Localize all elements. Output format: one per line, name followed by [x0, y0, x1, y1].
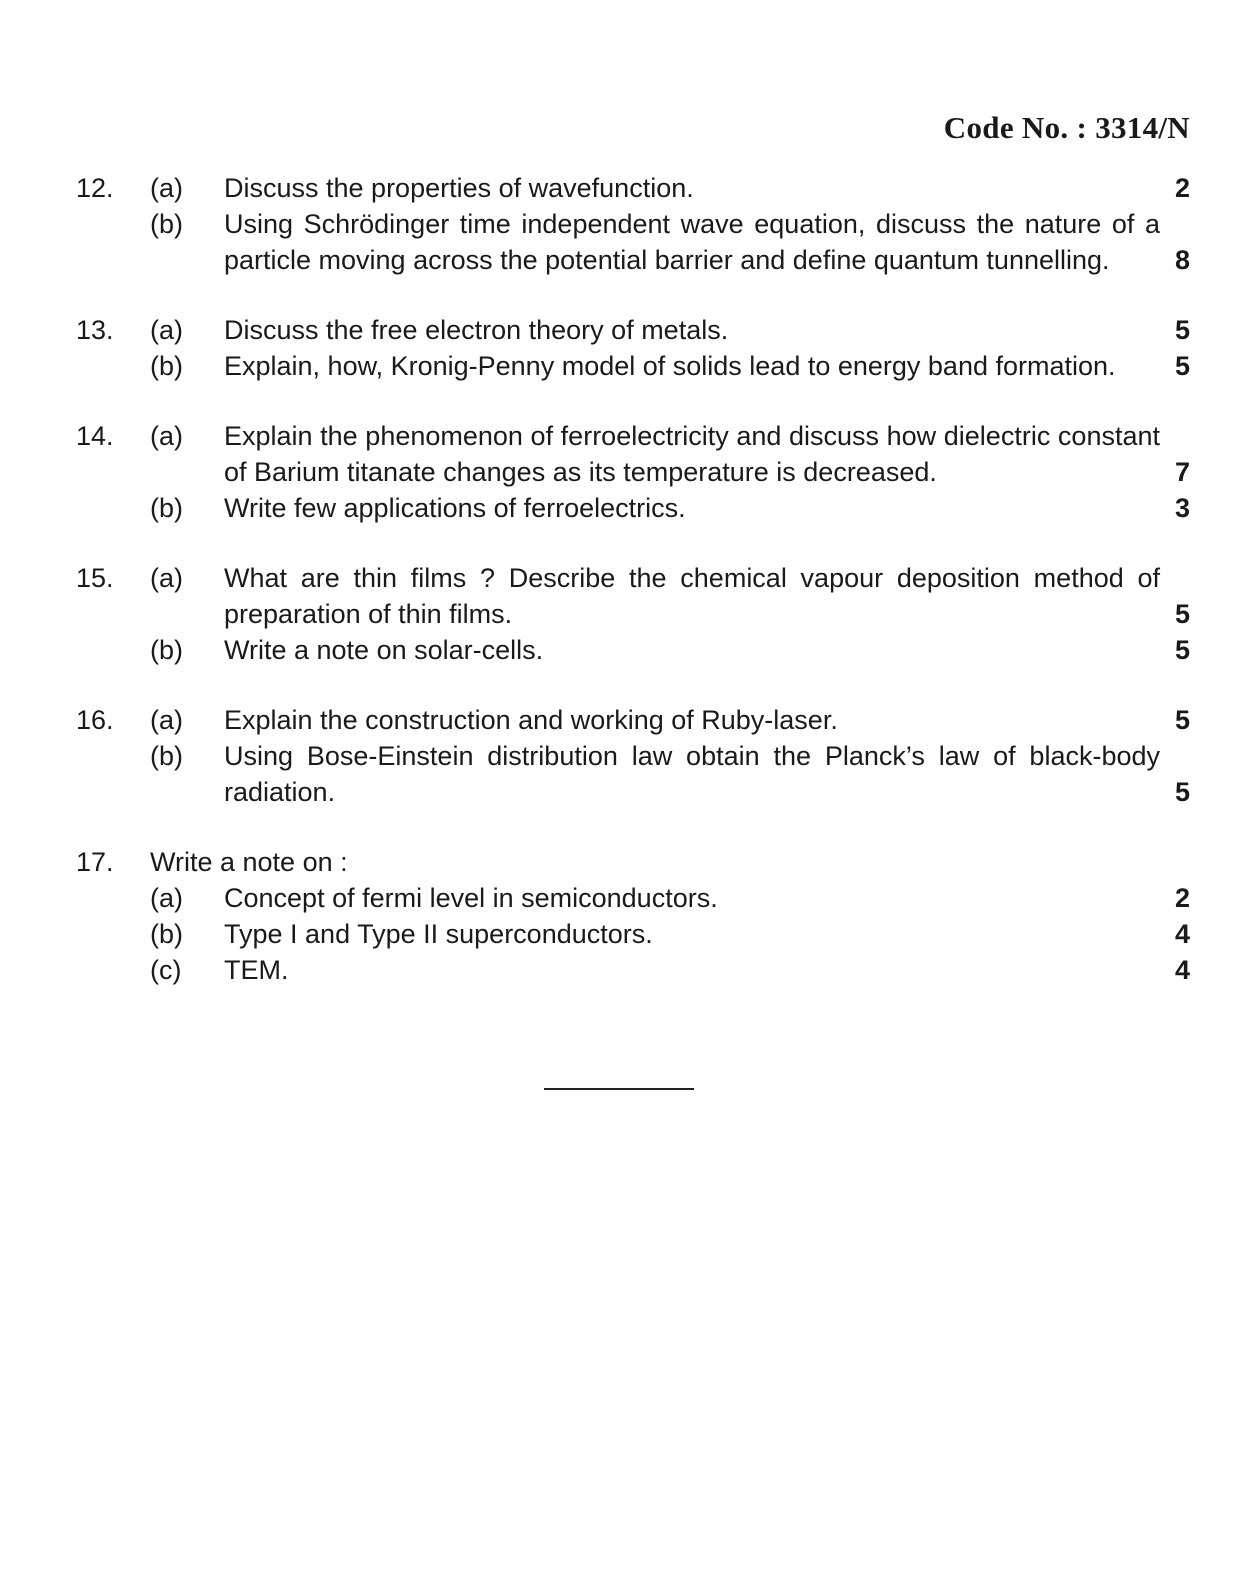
part-label: (b) — [150, 919, 183, 949]
question-part — [0, 206, 1252, 278]
question-17 — [0, 844, 1252, 988]
question-stem: Write a note on : — [150, 847, 348, 877]
part-text: Using Bose-Einstein distribution law obtain the Planck’s law of black-body radiation. — [224, 741, 1160, 807]
question-15 — [0, 560, 1252, 668]
question-13 — [0, 312, 1252, 384]
question-part — [0, 738, 1252, 810]
part-label: (a) — [150, 173, 183, 203]
question-number: 15. — [76, 563, 114, 593]
part-text: Explain the construction and working of Ruby-laser. — [224, 705, 838, 735]
part-label: (b) — [150, 209, 183, 239]
part-text: Write few applications of ferroelectrics. — [224, 493, 686, 523]
code-number: Code No. : 3314/N — [943, 110, 1190, 145]
question-number: 16. — [76, 705, 114, 735]
marks: 5 — [1174, 351, 1190, 381]
part-text: Discuss the free electron theory of metals. — [224, 315, 729, 345]
part-label: (b) — [150, 741, 183, 771]
part-text: Using Schrödinger time independent wave equation, discuss the nature of a particle moving across the potential barrier and define quantum tunnelling. — [224, 209, 1160, 275]
question-16 — [0, 702, 1252, 810]
question-number: 14. — [76, 421, 114, 451]
question-14 — [0, 418, 1252, 526]
question-part — [0, 312, 1252, 348]
part-label: (c) — [150, 955, 182, 985]
marks: 5 — [1174, 635, 1190, 665]
part-label: (a) — [150, 883, 183, 913]
marks: 8 — [1174, 245, 1190, 275]
question-part — [0, 880, 1252, 916]
part-text: Explain, how, Kronig-Penny model of solids lead to energy band formation. — [224, 351, 1116, 381]
part-label: (a) — [150, 705, 183, 735]
marks: 5 — [1174, 315, 1190, 345]
question-part — [0, 348, 1252, 384]
part-label: (b) — [150, 351, 183, 381]
part-text: Explain the phenomenon of ferroelectricity and discuss how dielectric constant of Barium titanate changes as its temperature is decreased. — [224, 421, 1160, 487]
part-label: (a) — [150, 315, 183, 345]
part-text: Discuss the properties of wavefunction. — [224, 173, 694, 203]
question-part — [0, 632, 1252, 668]
marks: 4 — [1174, 955, 1190, 985]
part-text: What are thin films ? Describe the chemical vapour deposition method of preparation of thin films. — [224, 563, 1160, 629]
end-divider — [544, 1088, 694, 1090]
question-part — [0, 560, 1252, 632]
marks: 5 — [1174, 705, 1190, 735]
question-number: 12. — [76, 173, 114, 203]
question-12 — [0, 170, 1252, 278]
marks: 4 — [1174, 919, 1190, 949]
question-list — [0, 170, 1252, 1022]
part-text: Write a note on solar-cells. — [224, 635, 544, 665]
marks: 5 — [1174, 599, 1190, 629]
question-number: 17. — [76, 847, 114, 877]
part-text: Concept of fermi level in semiconductors. — [224, 883, 718, 913]
question-part — [0, 418, 1252, 490]
part-text: TEM. — [224, 955, 289, 985]
part-label: (a) — [150, 421, 183, 451]
part-label: (b) — [150, 493, 183, 523]
question-part — [0, 952, 1252, 988]
marks: 7 — [1174, 457, 1190, 487]
question-number: 13. — [76, 315, 114, 345]
marks: 2 — [1174, 883, 1190, 913]
question-stem-row — [0, 844, 1252, 880]
question-part — [0, 916, 1252, 952]
part-label: (b) — [150, 635, 183, 665]
marks: 5 — [1174, 777, 1190, 807]
question-part — [0, 170, 1252, 206]
part-text: Type I and Type II superconductors. — [224, 919, 653, 949]
marks: 3 — [1174, 493, 1190, 523]
part-label: (a) — [150, 563, 183, 593]
marks: 2 — [1174, 173, 1190, 203]
question-part — [0, 702, 1252, 738]
question-part — [0, 490, 1252, 526]
